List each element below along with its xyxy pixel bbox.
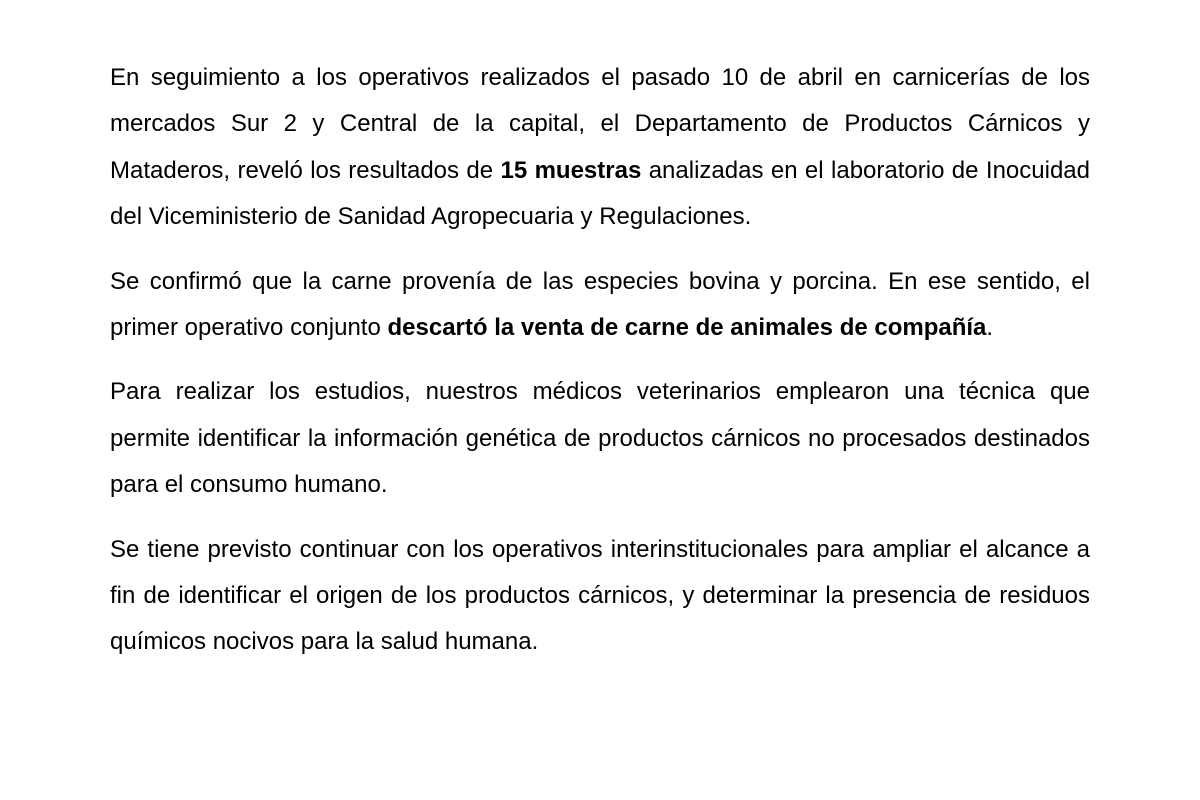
paragraph-2-text-1: Se confirmó que la carne provenía de las especies bovina y porcina. En ese sentido, el primer operativo conjunto — [110, 267, 1090, 342]
paragraph-1-text-2: analizadas en el laboratorio de Inocuidad del Viceministerio de Sanidad Agropecuaria y Regulaciones. — [110, 156, 1090, 231]
paragraph-1 — [110, 55, 1090, 241]
paragraph-4 — [110, 527, 1090, 666]
document-body — [110, 55, 1090, 666]
paragraph-2-text-2: . — [986, 314, 994, 342]
paragraph-2-bold-finding: descartó la venta de carne de animales de compañía — [387, 314, 987, 342]
paragraph-3-text: Para realizar los estudios, nuestros médicos veterinarios emplearon una técnica que permite identificar la información genética de productos cárnicos no procesados destinados para el consumo humano. — [110, 378, 1090, 499]
paragraph-4-text: Se tiene previsto continuar con los operativos interinstitucionales para ampliar el alcance a fin de identificar el origen de los productos cárnicos, y determinar la presencia de residuos químicos nocivos para la salud humana. — [110, 535, 1090, 656]
paragraph-1-text-1: En seguimiento a los operativos realizados el pasado 10 de abril en carnicerías de los mercados Sur 2 y Central de la capital, el Departamento de Productos Cárnicos y Mataderos, reveló los resultados de — [110, 64, 1090, 184]
paragraph-1-bold-sample-count: 15 muestras — [500, 156, 642, 184]
paragraph-2 — [110, 259, 1090, 352]
paragraph-3 — [110, 369, 1090, 508]
